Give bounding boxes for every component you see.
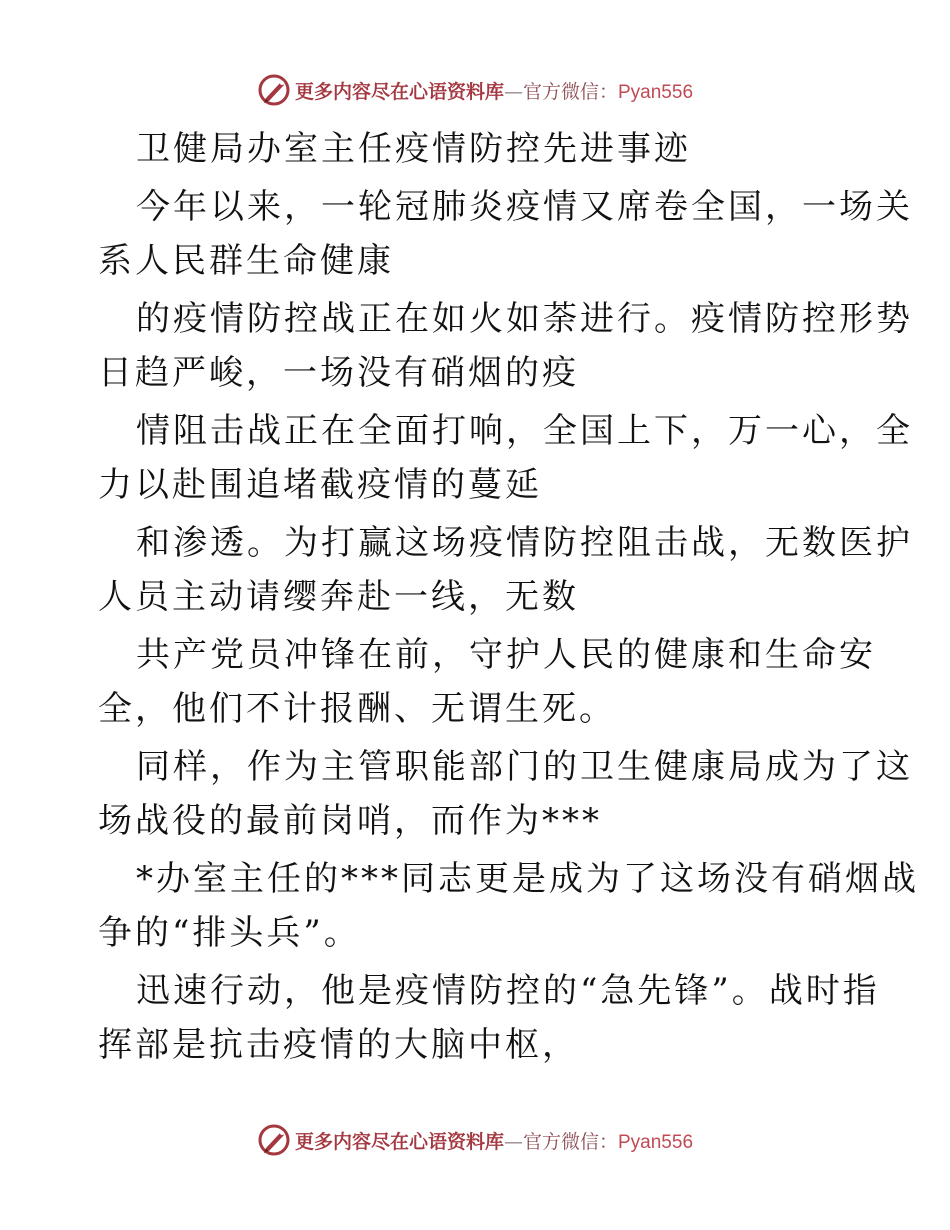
paragraph-line: 全，他们不计报酬、无谓生死。 [98,689,616,729]
paragraph-line: 迅速行动，他是疫情防控的“急先锋”。战时指 [136,971,880,1011]
footer-banner-wechat-label: 官方微信： [522,1130,618,1153]
paragraph-line: 场战役的最前岗哨，而作为*** [98,801,602,841]
paragraph-line: 人员主动请缨奔赴一线，无数 [98,577,579,617]
paragraph-line: 共产党员冲锋在前，守护人民的健康和生命安 [136,635,876,675]
footer-banner-text [295,1127,693,1154]
paragraph-line: 的疫情防控战正在如火如荼进行。疫情防控形势 [136,299,913,339]
header-banner-wechat-label: 官方微信： [522,80,618,103]
footer-banner-separator: — [503,1130,523,1153]
footer-banner-wechat-id: Pyan556 [618,1131,694,1153]
paragraph-line: 力以赴围追堵截疫情的蔓延 [98,465,542,505]
paragraph-line: 情阻击战正在全面打响，全国上下，万一心，全 [136,411,913,451]
header-banner-wechat-id: Pyan556 [618,81,694,103]
document-title: 卫健局办室主任疫情防控先进事迹 [136,129,691,169]
header-banner-separator: — [503,80,523,103]
paragraph-line: 今年以来，一轮冠肺炎疫情又席卷全国，一场关 [136,187,913,227]
paragraph-line: *办室主任的***同志更是成为了这场没有硝烟战 [136,859,919,899]
header-banner-slogan: 更多内容尽在心语资料库 [294,80,504,103]
paragraph-line: 日趋严峻，一场没有硝烟的疫 [98,353,579,393]
document-body [98,122,919,1072]
header-banner [0,70,950,110]
brand-logo-icon [257,1123,291,1157]
paragraph-line: 同样，作为主管职能部门的卫生健康局成为了这 [136,747,913,787]
footer-banner-slogan: 更多内容尽在心语资料库 [294,1130,504,1153]
paragraph-line: 争的“排头兵”。 [98,913,361,953]
paragraph-line: 系人民群生命健康 [98,241,394,281]
brand-logo-icon [257,73,291,107]
header-banner-text [295,77,693,104]
paragraph-line: 和渗透。为打赢这场疫情防控阻击战，无数医护 [136,523,913,563]
footer-banner [0,1120,950,1160]
paragraph-line: 挥部是抗击疫情的大脑中枢， [98,1025,579,1065]
